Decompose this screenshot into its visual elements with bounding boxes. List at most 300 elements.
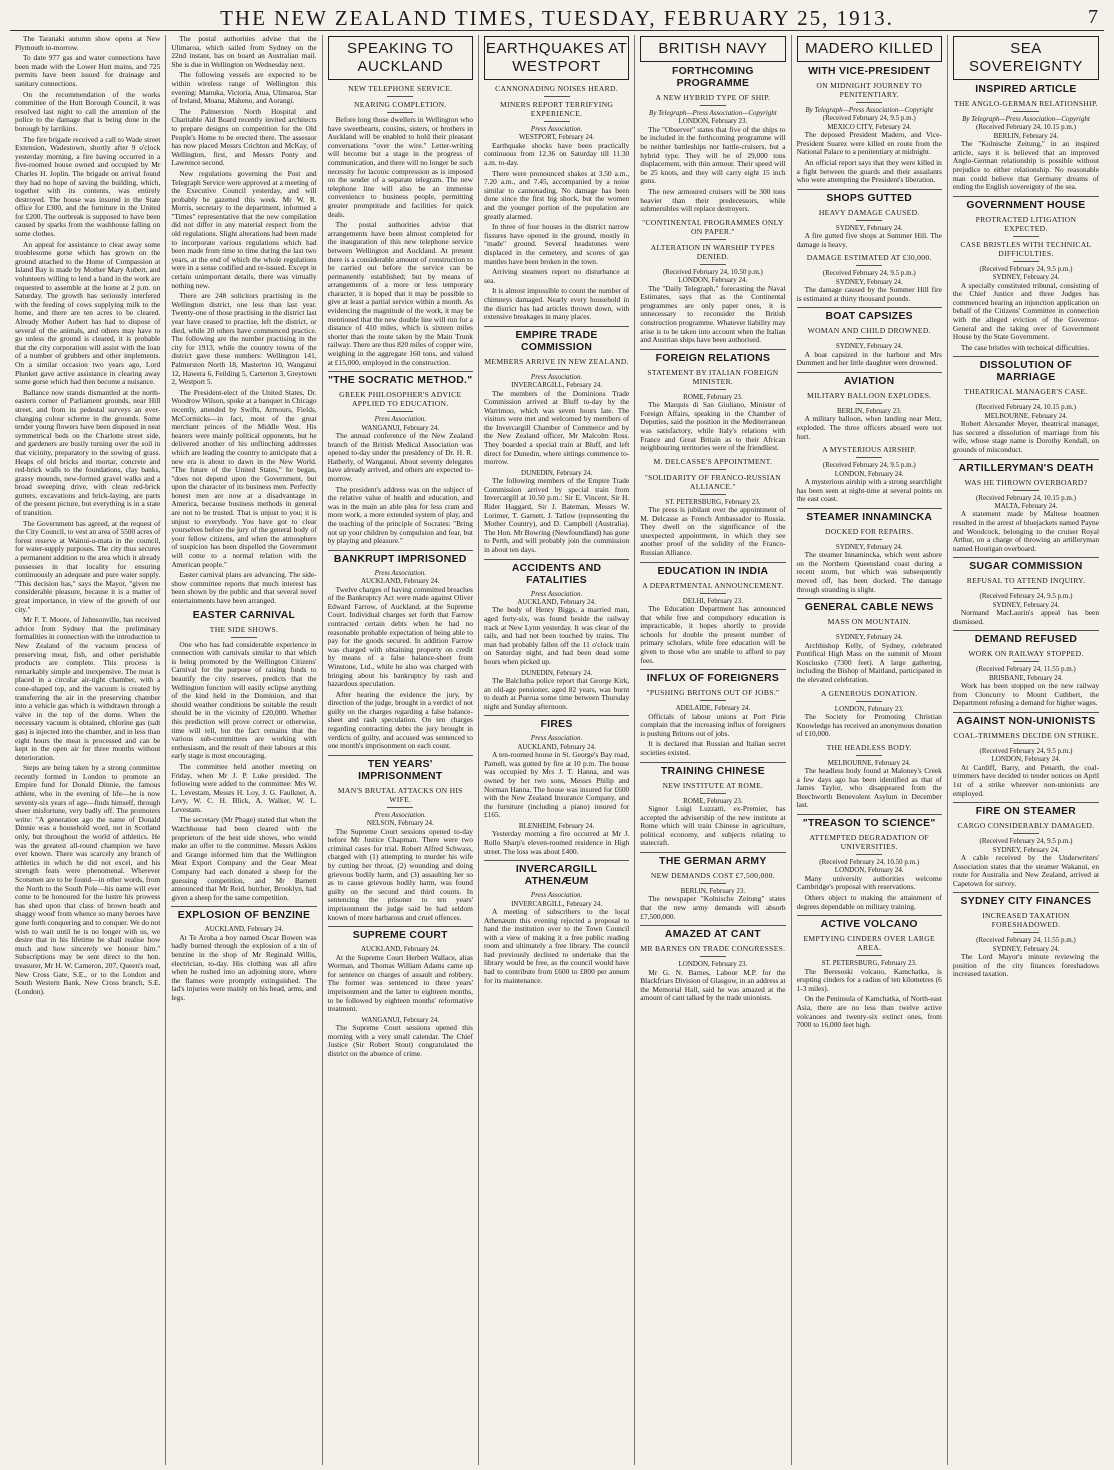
column-rule (328, 371, 473, 372)
subheadline: "PUSHING BRITONS OUT OF JOBS." (646, 688, 780, 698)
headline: DEMAND REFUSED (974, 634, 1078, 646)
subheadline: CARGO CONSIDERABLY DAMAGED. (957, 821, 1095, 831)
paragraph: At the Supreme Court Herbert Wallace, alias Worman, and Thomas William Adams came up for sentence on charges of assault and robbery. The former was sentenced to three years' imprisonment and the latter to eighteen months, to be followed by eighteen months' reformative treatment. (327, 952, 473, 1014)
paragraph: The Education Department has announced that while free and compulsory education is impracticable, it hopes shortly to provide schools for double the present number of primary scholars, while free education will be given to those who are unable to afford to pay fees. (640, 604, 786, 665)
paragraph: Twelve charges of having committed breaches of the Bankruptcy Act were made against Oliver Edward Farrow, of Auckland, at the Supreme Court. Individual charges set forth that Farrow contracted certain debts when he had no reasonable probable expectation of being able to pay for the goods secured. In addition Farrow was charged with obtaining property on credit by means of a false balance-sheet from Winstone, Ltd., while he also was charged with bringing about his bankruptcy by rash and hazardous speculation. (327, 584, 473, 689)
subheadline: NEW INSTITUTE AT ROME. (662, 780, 764, 790)
boxed-headline: EARTHQUAKES AT WESTPORT (484, 36, 629, 80)
paragraph: Officials of labour unions at Port Pirie complain that the increasing influx of foreigners is pushing Britons out of jobs. (640, 711, 786, 738)
paragraph: The secretary (Mr Phage) stated that when the Watchhouse had been cleared with the proprietors of the best side shows, who would make an offer to the committee. Messrs Askins and Grange informed him that the Wellington Meat Export Company and the Gear Meat Company had each donated a sheep for the guessing competition, and Mr Barnett announced that Mr Reid, butcher, Brooklyn, had given a sheep for the same competition. (171, 815, 317, 902)
dateline: ADELAIDE, February 24. (675, 704, 751, 713)
article-body (328, 424, 473, 546)
paragraph: Mr F. T. Moore, of Johnsonville, has received advice from Sydney that the preliminary formalities in connection with the introduction to New Zealand of the vacuum process of preserving meat, fish, and other perishable products are complete. This process is remarkably simple and inexpensive. The meat is placed in a circular air-tight chamber, with a cone-shaped top, and the vacuum is created by transferring the air in the preserving chamber into a vehicle gas which is withdrawn through a valve in the top of the dome. When the necessary vacuum is obtained, chlorine gas (salt gas) is injected into the chamber, and in less than eight hours the meat is processed and can be kept in the open air for three months without deterioration. (15, 615, 161, 762)
headline-rule (231, 637, 257, 638)
dateline: AUCKLAND, February 24. (204, 925, 284, 934)
dateline: (Received February 24, 11.55 p.m.) (976, 936, 1076, 945)
paragraph: The Beresoski volcano, Kamchatka, is erupting cinders for a radius of ten kilometres (6 1-3 miles). (796, 966, 942, 993)
column-rule (797, 915, 942, 916)
column-rule (953, 712, 1099, 713)
dateline: MELBOURNE, February 24. (827, 758, 911, 767)
dateline: (Received February 24, 10.15 p.m.) (975, 493, 1076, 502)
paragraph: Arriving steamers report no disturbance at sea. (483, 267, 630, 285)
column-rule (953, 196, 1099, 197)
subheadline: A NEW HYBRID TYPE OF SHIP. (655, 93, 771, 102)
headline-rule (1013, 111, 1039, 112)
article-body (171, 35, 316, 606)
byline: Press Association. (530, 589, 583, 598)
column-rule (953, 356, 1099, 357)
article-body (484, 133, 629, 321)
headline-rule (387, 112, 413, 113)
dateline: SYDNEY, February 24. (835, 633, 903, 642)
headline-rule (856, 629, 882, 630)
dateline: (Received February 24, 10.15 p.m.) (975, 123, 1076, 132)
article-body (797, 543, 942, 594)
subheadline: MAN'S BRUTAL ATTACKS ON HIS WIFE. (337, 785, 463, 804)
dateline: (Received February 24, 9.5 p.m.) (822, 114, 916, 123)
headline: AVIATION (843, 375, 895, 387)
dateline: SYDNEY, February 24. (992, 944, 1060, 953)
paragraph: A ten-roomed house in St. George's Bay road, Parnell, was gutted by fire at 10 p.m. The house was occupied by Mrs J. T. Hanna, and was owned by her two sons, Messrs Philip and Norman Hanna. The house was insured for £600 with the New Zealand Insurance Company, and the furniture (including a piano) insured for £165. (483, 750, 630, 820)
paragraph: The Society for Promoting Christian Knowledge has received an anonymous donation of £10,000. (796, 711, 942, 739)
paragraph: Easter carnival plans are advancing. The side-show committee reports that much interest has been shown by the public and that several novel entertainments have been arranged. (171, 570, 317, 605)
paragraph: A fire gutted five shops at Summer Hill. The damage is heavy. (796, 231, 942, 249)
headline: TRAINING CHINESE (660, 765, 765, 777)
paragraph: Others object to making the attainment of degrees dependable on military training. (796, 893, 942, 911)
headline-rule (700, 883, 726, 884)
subheadline: DAMAGE ESTIMATED AT £30,000. (806, 253, 932, 263)
headline: EDUCATION IN INDIA (657, 565, 769, 577)
paragraph: The fire brigade received a call to Wade street Extension, Wadestown, shortly after 9 o'clock yesterday morning, a fire having occurred in a five-roomed house owned and occupied by Mr Charles H. Joplin. The brigade on arrival found they had no hope of saving the building, which, together with its contents, was entirely destroyed. The house was insured in the State office for £300, and the furniture in the United for £200. The outbreak is supposed to have been caused by sparks from the washhouse falling on some clothes. (15, 134, 161, 239)
paragraph: New regulations governing the Post and Telegraph Service were approved at a meeting of the Executive Council yesterday, and will probably be gazetted this week. Mr W. R. Morris, secretary to the department, informed a "Times" representative that the new compilation did not differ in any material respect from the old regulations. Slight alterations had been made to incorporate various regulations which had been made from time to time during the last two years, at the end of which the whole regulations were in a sense codified and re-issued. Except in certain unimportant details, there was virtually nothing new. (171, 168, 317, 290)
article-body (328, 577, 473, 751)
dateline: MALTA, February 24. (994, 501, 1058, 510)
column-rule (484, 860, 629, 861)
dateline: WANGANUI, February 24. (361, 1015, 440, 1024)
headline: BANKRUPT IMPRISONED (333, 553, 467, 565)
headline: WITH VICE-PRESIDENT (808, 66, 931, 77)
byline: By Telegraph—Press Association—Copyright (962, 115, 1090, 123)
subheadline: MR BARNES ON TRADE CONGRESSES. (640, 944, 786, 954)
headline: SUGAR COMMISSION (969, 561, 1083, 573)
subheadline: ON MIDNIGHT JOURNEY TO PENITENTIARY. (816, 81, 923, 99)
dateline: (Received February 24, 9.5 p.m.) (822, 461, 916, 470)
paragraph: Before long those dwellers in Wellington who have sweethearts, cousins, sisters, or brothers in Auckland will be enabled to hold their pleasant conversations "over the wire." Letter-writing will become but a stage in the progress of communication, and there will no longer be such necessity for laconic compression as is imposed on the sender of a separate telegram. The new telephone line will also be an immense convenience to business people, permitting greater promptitude and facilities for quick deals. (327, 115, 473, 219)
headline-rule (1013, 661, 1039, 662)
article-body (953, 936, 1099, 979)
column-rule (640, 562, 785, 563)
paragraph: The annual conference of the New Zealand branch of the British Medical Association was opened to-day under the presidency of Dr. H. R. Hatherly, of Wanganui. About seventy delegates have already arrived, and others are expected to-morrow. (327, 431, 473, 483)
paragraph: The Supreme Court sessions opened to-day before Mr Justice Chapman. There were two criminal cases for trial. Robert Alfred Schwass, charged with (1) attempting to murder his wife by cutting her throat, (2) wounding and doing grievous bodily harm, and (3) assaulting her so as to cause grievous bodily harm, was found guilty on the second and third counts. In sentencing the prisoner to ten years' imprisonment the judge said he had seldom known of more barbarous and cruel offences. (327, 826, 473, 922)
article-body (640, 797, 785, 848)
column-rule (953, 557, 1099, 558)
article-body (328, 116, 473, 367)
dateline: (Received February 24, 10.50 p.m.) (819, 858, 920, 867)
dateline: INVERCARGILL, February 24. (511, 899, 603, 908)
dateline: ROME, February 23. (683, 392, 743, 401)
paragraph: The "Kolnische Zeitung," in an inspired article, says it is believed that an improved Anglo-German relationship is possible without prejudice to either relationship. No reasonable man could believe that Germany dreams of ending the English sovereignty of the sea. (952, 139, 1100, 192)
headline-rule (544, 96, 570, 97)
paragraph: A boat capsized in the harbour and Mrs Dummett and her little daughter were drowned. (796, 349, 942, 368)
paragraph: Earthquake shocks have been practically continuous from 12.36 on Saturday till 11.30 a.m. to-day. (483, 140, 630, 167)
dateline: (Received February 24, 9.5 p.m.) (822, 269, 916, 278)
subheadline: STATEMENT BY ITALIAN FOREIGN MINISTER. (647, 367, 779, 386)
headline: FIRES (540, 719, 573, 731)
headline: ACCIDENTS AND FATALITIES (511, 562, 602, 586)
article-body (640, 117, 785, 213)
column-2 (166, 35, 322, 1465)
dateline: (Received February 24, 9.5 p.m.) (979, 746, 1073, 755)
paragraph: At Cardiff, Barry, and Penarth, the coal-trimmers have decided to tender notices on April 1st of a strike wherever non-unionists are employed. (952, 762, 1100, 798)
headline-rule (856, 338, 882, 339)
paragraph: The president's address was on the subject of the relative value of health and education, and was in the main an able plea for less cram and more work, a more extended system of play, and the teaching of the principle of Socrates: "Bring not up your children by compulsion and fear, but by playing and pleasure." (327, 484, 473, 546)
subheadline: EMPTYING CINDERS OVER LARGE AREA. (803, 934, 935, 953)
boxed-headline: BRITISH NAVY (640, 36, 785, 62)
article-body (797, 224, 942, 250)
paragraph: The newspaper "Kolnische Zeitung" states that the new army demands will absorb £7,500,000. (640, 894, 786, 921)
article-body (953, 837, 1099, 888)
headline-rule (856, 457, 882, 458)
dateline: ST. PETERSBURG, February 23. (821, 959, 917, 968)
column-rule (797, 814, 942, 815)
headline: SYDNEY CITY FINANCES (960, 896, 1092, 908)
subheadline: A MYSTERIOUS AIRSHIP. (822, 445, 917, 455)
dateline: WANGANUI, February 24. (361, 423, 440, 432)
page-number: 7 (1088, 6, 1098, 28)
headline-rule (856, 701, 882, 702)
paragraph: The deposed President Madero, and Vice-President Suarez were killed en route from the National Palace to a penitentiary at midnight. (796, 130, 942, 157)
dateline: SYDNEY, February 24. (835, 342, 903, 351)
paragraph: It is declared that Russian and Italian secret societies existed. (640, 739, 786, 757)
article-body (328, 945, 473, 1058)
subheadline: THEATRICAL MANAGER'S CASE. (964, 387, 1088, 397)
headline: GOVERNMENT HOUSE (966, 199, 1086, 211)
column-1 (10, 35, 166, 1465)
column-rule (640, 762, 785, 763)
masthead (10, 6, 1104, 31)
dateline: LONDON, February 23. (834, 704, 904, 713)
subheadline: THE SIDE SHOWS. (209, 624, 279, 634)
headline: TEN YEARS' IMPRISONMENT (358, 758, 443, 782)
dateline: LONDON, February 24. (834, 469, 904, 478)
article-body (797, 858, 942, 911)
byline: Press Association. (374, 810, 426, 819)
dateline: LONDON, February 24. (991, 755, 1061, 764)
headline: INVERCARGILL ATHENÆUM (515, 864, 598, 888)
paragraph: The Balclutha police report that George Kirk, an old-age pensioner, aged 82 years, was burnt to death at Puerua some time between Thursday night and Sunday afternoon. (483, 675, 630, 711)
paragraph: The steamer Innamincka, which went ashore on the Northern Queensland coast during a recent storm, but which was subsequently moved off, has been docked. The damage through stranding is slight. (796, 550, 942, 594)
article-body (640, 704, 785, 757)
headline: GENERAL CABLE NEWS (804, 602, 934, 614)
headline: AMAZED AT CANT (664, 929, 761, 941)
headline-rule (1013, 833, 1039, 834)
byline: Press Association. (374, 568, 426, 577)
article-body (484, 381, 629, 555)
column-rule (953, 892, 1099, 893)
dateline: MELBOURNE, February 24. (984, 411, 1068, 420)
paragraph: An appeal for assistance to clear away some troublesome gorse which has grown on the ground attached to the Home of Compassion at Island Bay is made by Mother Mary Aubert, and volunteers willing to lend a hand in the work are requested to assemble at the home at 2 p.m. on Saturday. The growth has seriously interfered with the feeding of cows supplying milk to the home, and there are ten acres to be cleared. Already Mother Aubert has had to dispose of several of the animals, and others may have to go unless the ground is cleared, it is probable that the city corporation will assist with the loan of a number of grubbers and other implements. On a similar occasion two years ago, Lord Plunket gave active assistance in clearing away some gorse which had then become a nuisance. (15, 239, 161, 387)
byline: By Telegraph—Press Association—Copyright (649, 109, 777, 117)
article-body (640, 498, 785, 558)
dateline: DUNEDIN, February 24. (521, 468, 593, 477)
subheadline: THE ANGLO-GERMAN RELATIONSHIP. (954, 99, 1098, 108)
headline: FORTHCOMING PROGRAMME (672, 66, 754, 89)
dateline: AUCKLAND, February 24. (517, 742, 596, 751)
paragraph: The headless body found at Maloney's Creek a few days ago has been identified as that of James Taylor, who disappeared from the Beechworth Benevolent Asylum in December last. (796, 766, 942, 810)
headline: EMPIRE TRADE COMMISSION (515, 329, 598, 353)
headline-rule (1013, 588, 1039, 589)
subheadline: MINERS REPORT TERRIFYING EXPERIENCE. (499, 100, 614, 118)
headline-rule (1013, 261, 1039, 262)
headline-rule (387, 807, 413, 808)
column-5 (635, 35, 791, 1465)
dateline: SYDNEY, February 24. (835, 223, 903, 232)
article-body (797, 269, 942, 303)
subheadline: INCREASED TAXATION FORESHADOWED. (982, 911, 1070, 930)
article-body (640, 393, 785, 453)
article-body (484, 743, 629, 856)
headline-rule (1013, 932, 1039, 933)
paragraph: The Government has agreed, at the request of the City Council, to vest an area of 5500 acres of forest reserve at Wainui-o-mata in the council, for water-supply purposes. The city thus secures a permanent addition to the area which it already possesses in that locality for ensuring continuously an adequate and pure water supply. "This decision has," says the Mayor, "given me considerable pleasure, because it is a matter of great importance, in view of the growth of our city." (15, 518, 161, 614)
headline-rule (700, 700, 726, 701)
article-body (640, 887, 785, 921)
headline-rule (700, 494, 726, 495)
headline: SHOPS GUTTED (826, 192, 913, 204)
paragraph: Robert Alexander Meyer, theatrical manager, has secured a dissolution of marriage from his wife, whose stage name is Dorothy Kendall, on grounds of misconduct. (952, 419, 1100, 454)
headline-rule (856, 220, 882, 221)
subheadline: M. DELCASSE'S APPOINTMENT. (653, 456, 773, 466)
paragraph: On the Peninsula of Kamchatka, of North-east Asia, there are no less than twelve active volcanoes and twenty-six extinct ones, from 7000 to 16,000 feet high. (796, 994, 942, 1030)
column-3 (323, 35, 479, 1465)
paragraph: A meeting of subscribers to the local Athenæum this evening rejected a proposal to hand the institution over to the Town Council with a view of making it a free public reading room and ultimately a free library. The council had previously declined to undertake that the library would be free, as the council would have had to contribute from £600 to £800 per annum for its maintenance. (483, 906, 630, 985)
dateline: (Received February 24, 10.15 p.m.) (975, 403, 1076, 412)
headline: EXPLOSION OF BENZINE (177, 910, 311, 922)
dateline: (Received February 24, 9.5 p.m.) (979, 264, 1073, 273)
headline-rule (856, 539, 882, 540)
subheadline: NEW TELEPHONE SERVICE. (348, 84, 453, 93)
paragraph: Archbishop Kelly, of Sydney, celebrated Pontifical High Mass on the summit of Mount Kosciusko (7300 feet). A large gathering, including the Bishop of Maitland, participated in the elevated celebration. (796, 640, 942, 684)
subheadline: PROTRACTED LITIGATION EXPECTED. (975, 214, 1077, 233)
dateline: (Received February 24, 11.55 p.m.) (976, 665, 1076, 674)
article-body (953, 494, 1099, 554)
subheadline: GREEK PHILOSOPHER'S ADVICE APPLIED TO EDUCATION. (339, 390, 462, 409)
headline: INFLUX OF FOREIGNERS (646, 673, 780, 685)
article-body (797, 461, 942, 504)
dateline: BERLIN, February 23. (680, 886, 746, 895)
article-body (797, 342, 942, 368)
paragraph: There are 248 solicitors practising in the Wellington district, one less than last year. Twenty-one of those practising in the district last year have ceased to practise, left the district, or died, while 20 others have commenced practice. The following are the number practising in the city for 1913, while the country towns of the district gave these numbers: Wellington 141, Palmerston North 18, Masterton 10, Wanganui 12, Hawera 6, Feilding 5, Carterton 3, Greytown 2, Westport 5. (171, 291, 317, 387)
article-body (797, 633, 942, 684)
paragraph: At Te Aroha a boy named Oscar Bowen was badly burned through the explosion of a tin of benzine in the shop of Mr Reginald Willis, electrician, to-day. His clothing was all afire when he rushed into an adjoining store, where the flames were promptly extinguished. The lad's injuries were mainly on his head, arms, and legs. (171, 932, 317, 1002)
columns-container (10, 35, 1104, 1465)
paragraph: Many university authorities welcome Cambridge's proposal with reservations. (796, 873, 942, 892)
dateline: BRISBANE, February 24. (989, 673, 1063, 682)
column-rule (640, 852, 785, 853)
column-rule (797, 307, 942, 308)
headline: FOREIGN RELATIONS (655, 352, 771, 364)
dateline: INVERCARGILL, February 24. (511, 381, 603, 390)
headline: STEAMER INNAMINCKA (806, 511, 933, 523)
article-body (953, 747, 1099, 798)
paragraph: A specially constituted tribunal, consisting of the Chief Justice and three Judges has commenced hearing an injunction application on behalf of the Citizens' Committee in connection with the alleged eviction of the Governor-General and the taking over of Government House by the State Government. (952, 280, 1100, 342)
paragraph: A statement made by Maltese boatmen resulted in the arrest of bluejackets named Payne and Woodcock, belonging to the cruiser Royal Arthur, on a charge of throwing an artilleryman named Hourigan overboard. (952, 509, 1100, 553)
subheadline: WOMAN AND CHILD DROWNED. (807, 326, 931, 336)
column-rule (953, 459, 1099, 460)
dateline: SYDNEY, February 24. (992, 845, 1060, 854)
dateline: (Received February 24, 9.5 p.m.) (979, 837, 1073, 846)
headline: "THE SOCRATIC METHOD." (328, 375, 473, 387)
paragraph: A military balloon, when landing near Metz, exploded. The three officers aboard were not hurt. (796, 414, 942, 441)
masthead-title: THE NEW ZEALAND TIMES, TUESDAY, FEBRUARY 25, 1913. (220, 5, 894, 30)
subheadline: ATTEMPTED DEGRADATION OF UNIVERSITIES. (809, 833, 929, 852)
paragraph: To date 977 gas and water connections have been made with the Lower Hutt mains, and 725 permits have been issued for drainage and sanitary connections. (15, 53, 161, 88)
headline: SUPREME COURT (352, 930, 448, 942)
boxed-headline: SEA SOVEREIGNTY (953, 36, 1099, 80)
column-rule (797, 598, 942, 599)
column-rule (484, 326, 629, 327)
column-rule (328, 755, 473, 756)
article-body (171, 641, 316, 903)
paragraph: One who has had considerable experience in connection with carnivals similar to that which is being promoted by the Wellington Citizens' Carnival for the purpose of raising funds to beautify the city reserves, predicts that the Wellington function will easily eclipse anything of the kind held in the Dominion, and that should weather conditions be suitable the result should be in the vicinity of £20,000. Whether this prediction will prove correct or otherwise, time will tell, but the fact remains that the various sub-committees are working with enthusiasm, and the result of their labours at this early stage is most encouraging. (171, 639, 317, 761)
headline-rule (856, 955, 882, 956)
article-body (328, 819, 473, 922)
dateline: LONDON, February 24. (678, 276, 748, 285)
column-4 (479, 35, 635, 1465)
paragraph: The postal authorities advise that the Ulimaroa, which sailed from Sydney on the 22nd instant, has on board an Australian mail. She is due in Wellington on Wednesday next. (171, 35, 317, 69)
article-body (171, 925, 316, 1002)
paragraph: The body of Henry Biggs, a married man, aged forty-six, was found beside the railway track at New Lynn yesterday. It was clear of the rails, and had not been touched by trains. The man had probably fallen off the 11 o'clock train on Saturday night, and had been dead some hours when picked up. (483, 605, 630, 666)
paragraph: Normand MacLaurin's appeal has been dismissed. (952, 608, 1100, 626)
headline-rule (856, 265, 882, 266)
dateline: SYDNEY, February 24. (835, 542, 903, 551)
headline-rule (700, 469, 726, 470)
dateline: AUCKLAND, February 24. (361, 945, 440, 954)
article-body (797, 114, 942, 184)
column-rule (640, 349, 785, 350)
headline: FIRE ON STEAMER (975, 806, 1077, 818)
headline-rule (856, 403, 882, 404)
column-rule (797, 508, 942, 509)
column-rule (953, 802, 1099, 803)
paragraph: A cable received by the Underwriters' Association states that the steamer Wakanui, en route for Australia and New Zealand, arrived at Capetown for survey. (952, 852, 1100, 888)
headline-rule (700, 239, 726, 240)
dateline: DUNEDIN, February 24. (521, 668, 593, 677)
paragraph: The following vessels are expected to be within wireless range of Wellington this evening: Manuka, Victoria, Atua, Ulimaroa, Star of Ireland, Moana, Maheno, and Aorangi. (171, 70, 317, 106)
headline-rule (856, 102, 882, 103)
paragraph: The following members of the Empire Trade Commission arrived by special train from Invercargill at 10.50 p.m.: Sir E. Vincent, Sir H. Rider Haggard, Sir J. Bateman, Messrs W. Lorimer, T. Garnett, J. Tatlow (representing the Mother Country), and D. Campbell (Australia). The Hon. Mr Bowring (Newfoundland) has gone to Perth, and will probably join the commission in about ten days. (483, 476, 630, 554)
headline-rule (700, 389, 726, 390)
headline: AGAINST NON-UNIONISTS (956, 715, 1096, 727)
subheadline: A GENEROUS DONATION. (820, 688, 918, 698)
subheadline: "SOLIDARITY OF FRANCO-RUSSIAN ALLIANCE." (644, 472, 782, 491)
column-rule (640, 669, 785, 670)
subheadline: REFUSAL TO ATTEND INQUIRY. (966, 576, 1086, 586)
paragraph: Ballance now stands dismantled at the north-eastern corner of Parliament grounds, near Hill street, and from its pedestal surveys an ever-changing colour scheme in the grounds. Some tender young flowers have been disposed in neat symmetrical beds on the Charlotte street side, and gardeners are busily turning over the soil in that vicinity, preparatory to the sowing of grass. Heaps of old bricks and mortar, concrete and red-brick walls to the foundations, clay banks, grassy mounds, new-formed gravel walks and a broad sweeping drive, with clean red-brick gutters, excavations and brick-laying, are parts of the present picture, but everything is in a state of transition. (15, 387, 161, 518)
byline: Press Association. (530, 734, 583, 743)
column-rule (484, 715, 629, 716)
headline: ARTILLERYMAN'S DEATH (958, 462, 1094, 474)
paragraph: On the recommendation of the works committee of the Hutt Borough Council, it was resolved last night to call the attention of the police to the damage that is being done in the borough by larrikins. (15, 89, 161, 133)
paragraph: The Lord Mayor's minute reviewing the position of the city finances foreshadows increased taxation. (952, 952, 1100, 979)
headline-rule (544, 369, 570, 370)
article-body (797, 705, 942, 739)
byline: Press Association. (530, 125, 583, 133)
paragraph: The damage caused by the Summer Hill fire is estimated at thirty thousand pounds. (796, 285, 942, 303)
paragraph: An official report says that they were killed in a fight between the guards and their assailants who were attempting the President's liberation. (796, 158, 942, 185)
headline-rule (387, 411, 413, 412)
dateline: DELHI, February 23. (682, 596, 744, 605)
paragraph: The Palmerston North Hospital and Charitable Aid Board recently invited architects to prepare designs on competition for the Old People's Home to be erected there. The assessor has now placed Messrs Crichton and McKay, of Wellington, first, and Messrs Ponty and Lawrence second. (171, 106, 317, 168)
headline: BOAT CAPSIZES (825, 311, 913, 323)
dateline: SYDNEY, February 24. (835, 277, 903, 286)
article-body (484, 598, 629, 711)
subheadline: MASS ON MOUNTAIN. (827, 617, 911, 627)
dateline: LONDON, February 23. (678, 117, 748, 126)
paragraph: The President-elect of the United States, Dr. Woodrow Wilson, spoke at a banquet in Chicago recently, attended by Swifts, Armours, Fields, McCormicks—in fact, most of the great merchant princes of the Middle West. His hearers were mainly political opponents, but he delivered another of his unflinching addresses which are leading the country to anticipate that a new era is about to dawn in the New World. "The future of the United States," he began, "does not depend upon the Government, but upon the character of its business men. Perfectly honest men are now at a disadvantage in America, because business methods in general are not to be trusted. That is unjust to you; it is unjust to everybody. You have got to clear yourselves before the jury of the general body of your fellow citizens, and when the atmosphere of suspicion has been dispelled the Government will come to a normal relation with the American people." (171, 387, 317, 569)
dateline: WESTPORT, February 24. (518, 133, 595, 142)
dateline: BLENHEIM, February 24. (518, 821, 595, 830)
dateline: (Received February 24, 9.5 p.m.) (979, 592, 1073, 601)
article-body (640, 268, 785, 345)
subheadline: HEAVY DAMAGE CAUSED. (818, 207, 920, 217)
boxed-headline: SPEAKING TO AUCKLAND (328, 36, 473, 80)
article-body (797, 959, 942, 1030)
paragraph: A mysterious airship with a strong searchlight has been seen at night-time at several points on the east coast. (796, 476, 942, 504)
paragraph: It is almost impossible to count the number of chimneys damaged. Nearly every household in the district has had articles thrown down, with extensive breakages in many places. (483, 286, 630, 322)
article-body (953, 265, 1099, 353)
headline-rule (387, 96, 413, 97)
dateline: AUCKLAND, February 24. (517, 598, 596, 606)
headline: THE GERMAN ARMY (659, 855, 767, 867)
column-rule (797, 189, 942, 190)
dateline: LONDON, February 24. (834, 866, 904, 875)
dateline: SYDNEY, February 24. (992, 273, 1060, 282)
byline: By Telegraph—Press Association—Copyright (805, 106, 934, 114)
dateline: LONDON, February 23. (678, 960, 748, 969)
column-rule (328, 926, 473, 927)
subheadline: NEW DEMANDS COST £7,500,000. (650, 870, 775, 880)
headline-rule (856, 755, 882, 756)
article-body (797, 759, 942, 810)
paragraph: The Taranaki autumn show opens at New Plymouth to-morrow. (15, 35, 161, 52)
article-body (640, 597, 785, 666)
headline-rule (700, 793, 726, 794)
article-body (484, 900, 629, 986)
column-7 (948, 35, 1104, 1465)
column-6 (792, 35, 948, 1465)
dateline: ST. PETERSBURG, February 23. (665, 497, 761, 506)
dateline: MEXICO CITY, February 24. (827, 122, 912, 131)
dateline: (Received February 24, 10.50 p.m.) (662, 267, 763, 276)
headline: INSPIRED ARTICLE (975, 84, 1077, 95)
paragraph: The Marquis di San Giuliano, Minister of Foreign Affairs, speaking in the Chamber of Deputies, said the position in the Mediterranean was satisfactory, while Italy's relations with France and Great Britain as to their African neighbouring territories were of the friendliest. (640, 400, 786, 453)
subheadline: ALTERATION IN WARSHIP TYPES DENIED. (650, 242, 776, 261)
column-rule (797, 372, 942, 373)
paragraph: The press is jubilant over the appointment of M. Delcasse as French Ambassador to Russia. They dwell on the significance of the unexpected appointment, in which they see another proof of the solidity of the Franco-Russian Alliance. (640, 505, 786, 558)
paragraph: The "Daily Telegraph," forecasting the Naval Estimates, says that as the Continental programmes are only paper ones, it is unnecessary to reconsider the British construction programme. Whatever liability may arise is to be taken into account when the Italian and Austrian ships have been authorised. (640, 283, 786, 345)
paragraph: Mr G. N. Barnes, Labour M.P. for the Blackfriars Division of Glasgow, in an address at the Memorial Hall, said he was amazed at the amount of cant talked by the trade unionists. (640, 967, 786, 1003)
paragraph: In three of four houses in the district narrow fissures have opened in the ground, mostly in "made" ground. Several headstones were displaced in the cemetery, and scores of gas mantles have been broken in the town. (483, 222, 630, 266)
subheadline: MEMBERS ARRIVE IN NEW ZEALAND. (484, 356, 629, 366)
subheadline: CANNONADING NOISES HEARD. (495, 84, 619, 93)
column-rule (953, 630, 1099, 631)
subheadline: COAL-TRIMMERS DECIDE ON STRIKE. (953, 730, 1099, 740)
subheadline: DOCKED FOR REPAIRS. (825, 526, 914, 536)
paragraph: Yesterday morning a fire occurred at Mr J. Rollo Sharp's eleven-roomed residence in High street. The loss was about £400. (483, 829, 630, 856)
subheadline: WORK ON RAILWAY STOPPED. (968, 649, 1084, 659)
byline: Press Association. (530, 891, 583, 900)
paragraph: There were pronounced shakes at 3.50 a.m., 7.20 a.m., and 7.45, accompanied by a noise similar to cannonading. No damage has been done since the first big shock, but the women and the younger portion of the population are greatly alarmed. (483, 168, 630, 221)
